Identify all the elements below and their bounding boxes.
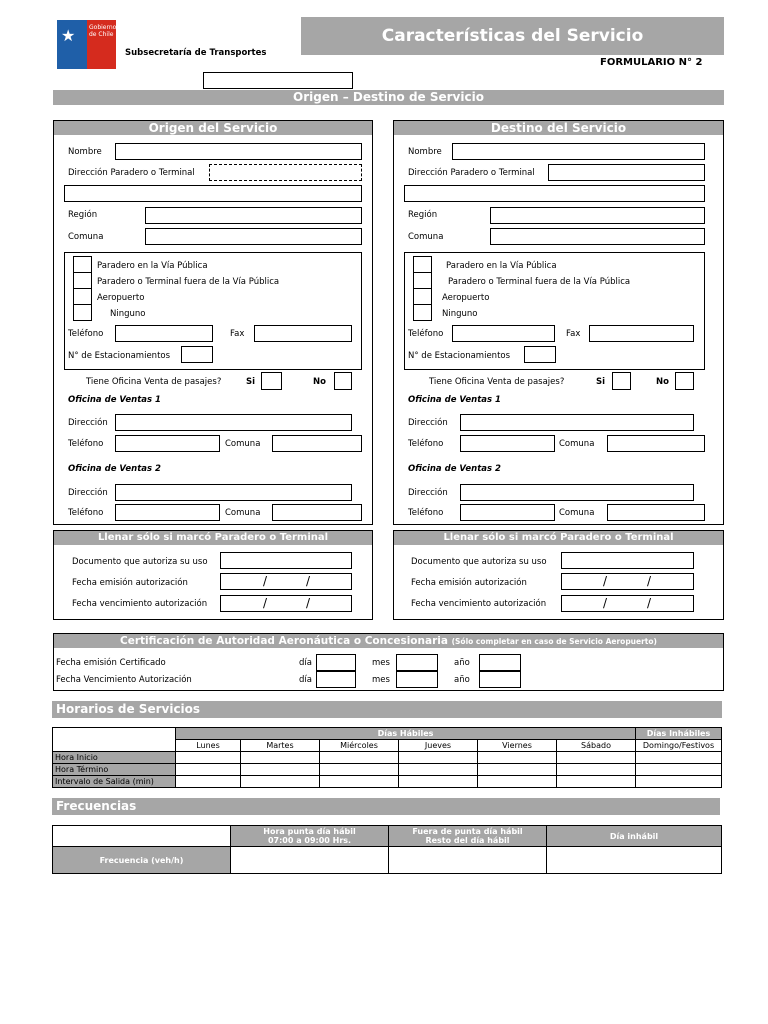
date-slash: / [306, 574, 311, 588]
llenar-origen-doc-input[interactable] [220, 552, 352, 569]
punta-header [231, 826, 389, 847]
origen-of2-com-input[interactable] [272, 504, 362, 521]
time-cell[interactable] [399, 764, 478, 776]
origen-of2-com-label: Comuna [225, 508, 261, 518]
destino-region-input[interactable] [490, 207, 705, 224]
destino-of2-com-label: Comuna [559, 508, 595, 518]
cert-row2-label: Fecha Vencimiento Autorización [56, 675, 192, 685]
row-label: Hora Inicio [53, 752, 176, 764]
corner-cell [53, 826, 231, 847]
llenar-origen-doc-label: Documento que autoriza su uso [72, 557, 208, 567]
destino-opt3-label: Aeropuerto [442, 293, 490, 303]
time-cell[interactable] [478, 764, 557, 776]
time-cell[interactable] [241, 776, 320, 788]
origen-of2-dir-input[interactable] [115, 484, 352, 501]
origen-opt3-label: Aeropuerto [97, 293, 145, 303]
frecuencias-title: Frecuencias [52, 798, 720, 815]
fuera-punta-header-line1: Fuera de punta día hábil [412, 827, 523, 836]
destino-nombre-label: Nombre [408, 147, 442, 157]
day-header: Martes [241, 740, 320, 752]
llenar-destino-doc-label: Documento que autoriza su uso [411, 557, 547, 567]
origen-telefono-input[interactable] [115, 325, 213, 342]
destino-of1-dir-input[interactable] [460, 414, 694, 431]
origen-comuna-label: Comuna [68, 232, 104, 242]
time-cell[interactable] [636, 776, 722, 788]
origen-opt1-label: Paradero en la Vía Pública [97, 261, 208, 271]
llenar-destino-emision-input[interactable] [561, 573, 694, 590]
origen-estacionamientos-label: N° de Estacionamientos [68, 351, 171, 361]
destino-opt4-label: Ninguno [442, 309, 478, 319]
destino-direccion-label: Dirección Paradero o Terminal [408, 168, 535, 178]
cert-row2-ano-input[interactable] [479, 671, 521, 688]
destino-comuna-label: Comuna [408, 232, 444, 242]
time-cell[interactable] [478, 776, 557, 788]
frecuencia-fuera-punta-cell[interactable] [389, 847, 547, 874]
date-slash: / [647, 596, 652, 610]
origen-opt2-label: Paradero o Terminal fuera de la Vía Pública [97, 277, 280, 287]
time-cell[interactable] [636, 752, 722, 764]
origen-direccion-input-2[interactable] [64, 185, 362, 202]
origen-region-label: Región [68, 210, 98, 220]
origen-direccion-label: Dirección Paradero o Terminal [68, 168, 195, 178]
origen-nombre-input[interactable] [115, 143, 362, 160]
row-label: Hora Término [53, 764, 176, 776]
origen-nombre-label: Nombre [68, 147, 102, 157]
llenar-origen-emision-input[interactable] [220, 573, 352, 590]
cert-row1-ano: año [454, 658, 470, 668]
fuera-punta-header-line2: Resto del día hábil [425, 836, 510, 845]
frecuencia-row-label: Frecuencia (veh/h) [53, 847, 231, 874]
date-slash: / [603, 574, 608, 588]
origen-oficina1-heading: Oficina de Ventas 1 [68, 395, 161, 405]
destino-of1-com-input[interactable] [607, 435, 705, 452]
destino-check-3[interactable] [413, 288, 432, 305]
horarios-title: Horarios de Servicios [52, 701, 722, 718]
logo [57, 20, 116, 69]
day-header: Viernes [478, 740, 557, 752]
destino-oficina1-heading: Oficina de Ventas 1 [408, 395, 501, 405]
time-cell[interactable] [241, 752, 320, 764]
time-cell[interactable] [176, 752, 241, 764]
origen-si-label: Si [246, 377, 256, 387]
destino-of2-tel-label: Teléfono [408, 508, 444, 518]
origen-oficina-question: Tiene Oficina Venta de pasajes? [86, 377, 222, 387]
llenar-destino-venc-label: Fecha vencimiento autorización [411, 599, 547, 609]
cert-title-bar [54, 634, 723, 648]
destino-check-2[interactable] [413, 272, 432, 289]
destino-title: Destino del Servicio [394, 121, 723, 135]
origen-no-checkbox[interactable] [334, 372, 352, 390]
destino-region-label: Región [408, 210, 438, 220]
destino-comuna-input[interactable] [490, 228, 705, 245]
destino-si-label: Si [596, 377, 606, 387]
date-slash: / [603, 596, 608, 610]
table-row [53, 776, 722, 788]
cert-note: (Sólo completar en caso de Servicio Aeropuerto) [451, 637, 657, 646]
date-slash: / [306, 596, 311, 610]
cert-title: Certificación de Autoridad Aeronáutica o Concesionaria [120, 635, 448, 647]
destino-of2-tel-input[interactable] [460, 504, 555, 521]
day-header: Jueves [399, 740, 478, 752]
time-cell[interactable] [399, 752, 478, 764]
table-row [53, 752, 722, 764]
origen-telefono-label: Teléfono [68, 329, 104, 339]
destino-of2-dir-input[interactable] [460, 484, 694, 501]
frecuencias-table [52, 825, 722, 874]
form-number: FORMULARIO N° 2 [600, 57, 703, 68]
time-cell[interactable] [241, 764, 320, 776]
time-cell[interactable] [176, 764, 241, 776]
page-title: Características del Servicio [301, 17, 724, 55]
destino-of1-tel-input[interactable] [460, 435, 555, 452]
destino-si-checkbox[interactable] [612, 372, 631, 390]
llenar-destino-emision-label: Fecha emisión autorización [411, 578, 527, 588]
dia-inhabil-header: Día inhábil [547, 826, 722, 847]
time-cell[interactable] [478, 752, 557, 764]
destino-fax-label: Fax [566, 329, 581, 339]
destino-fax-input[interactable] [589, 325, 694, 342]
cert-row1-dia-input[interactable] [316, 654, 356, 671]
origen-direccion-input[interactable] [209, 164, 362, 181]
origen-of1-dir-label: Dirección [68, 418, 108, 428]
corner-cell [53, 728, 176, 752]
logo-star-icon: ★ [61, 26, 76, 45]
origen-fax-input[interactable] [254, 325, 352, 342]
destino-of1-com-label: Comuna [559, 439, 595, 449]
origen-check-4[interactable] [73, 304, 92, 321]
origen-of2-tel-label: Teléfono [68, 508, 104, 518]
origen-check-1[interactable] [73, 256, 92, 273]
destino-of1-tel-label: Teléfono [408, 439, 444, 449]
fuera-punta-header [389, 826, 547, 847]
origen-title: Origen del Servicio [54, 121, 372, 135]
section-origen-destino: Origen – Destino de Servicio [53, 90, 724, 105]
origen-opt4-label: Ninguno [110, 309, 146, 319]
origen-check-2[interactable] [73, 272, 92, 289]
date-slash: / [263, 596, 268, 610]
origen-of1-com-input[interactable] [272, 435, 362, 452]
llenar-destino-title: Llenar sólo si marcó Paradero o Terminal [394, 531, 723, 545]
logo-text: Gobierno de Chile [89, 24, 117, 38]
destino-estacionamientos-label: N° de Estacionamientos [408, 351, 511, 361]
cert-row1-mes-input[interactable] [396, 654, 438, 671]
horarios-table [52, 727, 722, 788]
destino-opt2-label: Paradero o Terminal fuera de la Vía Pública [448, 277, 631, 287]
cert-row2-dia-input[interactable] [316, 671, 356, 688]
origen-si-checkbox[interactable] [261, 372, 282, 390]
destino-direccion-input[interactable] [548, 164, 705, 181]
destino-no-label: No [656, 377, 669, 387]
dias-inhabiles-header: Días Inhábiles [636, 728, 722, 740]
date-slash: / [263, 574, 268, 588]
frecuencia-inhabil-cell[interactable] [547, 847, 722, 874]
origen-of1-tel-label: Teléfono [68, 439, 104, 449]
destino-of2-com-input[interactable] [607, 504, 705, 521]
day-header: Lunes [176, 740, 241, 752]
destino-nombre-input[interactable] [452, 143, 705, 160]
day-header: Sábado [557, 740, 636, 752]
cert-row1-ano-input[interactable] [479, 654, 521, 671]
cert-row1-dia: día [299, 658, 312, 668]
llenar-origen-title: Llenar sólo si marcó Paradero o Terminal [54, 531, 372, 545]
dias-habiles-header: Días Hábiles [176, 728, 636, 740]
cert-row2-ano: año [454, 675, 470, 685]
llenar-destino-venc-input[interactable] [561, 595, 694, 612]
destino-estacionamientos-input[interactable] [524, 346, 556, 363]
origen-of1-com-label: Comuna [225, 439, 261, 449]
subsecretaria-label: Subsecretaría de Transportes [125, 48, 267, 58]
origen-of1-dir-input[interactable] [115, 414, 352, 431]
table-row [53, 764, 722, 776]
time-cell[interactable] [636, 764, 722, 776]
time-cell[interactable] [176, 776, 241, 788]
day-header: Domingo/Festivos [636, 740, 722, 752]
origen-estacionamientos-input[interactable] [181, 346, 213, 363]
destino-of2-dir-label: Dirección [408, 488, 448, 498]
punta-header-line1: Hora punta día hábil [263, 827, 356, 836]
destino-telefono-label: Teléfono [408, 329, 444, 339]
origen-fax-label: Fax [230, 329, 245, 339]
destino-opt1-label: Paradero en la Vía Pública [446, 261, 557, 271]
llenar-destino-doc-input[interactable] [561, 552, 694, 569]
destino-no-checkbox[interactable] [675, 372, 694, 390]
destino-check-1[interactable] [413, 256, 432, 273]
cert-row2-mes: mes [372, 675, 390, 685]
llenar-origen-venc-label: Fecha vencimiento autorización [72, 599, 208, 609]
origen-comuna-input[interactable] [145, 228, 362, 245]
origen-oficina2-heading: Oficina de Ventas 2 [68, 464, 161, 474]
origen-no-label: No [313, 377, 326, 387]
destino-oficina2-heading: Oficina de Ventas 2 [408, 464, 501, 474]
row-label: Intervalo de Salida (min) [53, 776, 176, 788]
time-cell[interactable] [320, 764, 399, 776]
cert-row1-label: Fecha emisión Certificado [56, 658, 166, 668]
origen-region-input[interactable] [145, 207, 362, 224]
origen-of2-dir-label: Dirección [68, 488, 108, 498]
frecuencia-punta-cell[interactable] [231, 847, 389, 874]
origen-of2-tel-input[interactable] [115, 504, 220, 521]
llenar-origen-emision-label: Fecha emisión autorización [72, 578, 188, 588]
time-cell[interactable] [557, 764, 636, 776]
form-id-field[interactable] [203, 72, 353, 89]
origen-check-3[interactable] [73, 288, 92, 305]
destino-check-4[interactable] [413, 304, 432, 321]
time-cell[interactable] [557, 776, 636, 788]
date-slash: / [647, 574, 652, 588]
time-cell[interactable] [399, 776, 478, 788]
origen-of1-tel-input[interactable] [115, 435, 220, 452]
cert-row1-mes: mes [372, 658, 390, 668]
destino-telefono-input[interactable] [452, 325, 555, 342]
day-header: Miércoles [320, 740, 399, 752]
destino-direccion-input-2[interactable] [404, 185, 705, 202]
punta-header-line2: 07:00 a 09:00 Hrs. [267, 836, 352, 845]
destino-oficina-question: Tiene Oficina Venta de pasajes? [429, 377, 565, 387]
cert-row2-dia: día [299, 675, 312, 685]
destino-of1-dir-label: Dirección [408, 418, 448, 428]
cert-row2-mes-input[interactable] [396, 671, 438, 688]
time-cell[interactable] [320, 776, 399, 788]
time-cell[interactable] [557, 752, 636, 764]
time-cell[interactable] [320, 752, 399, 764]
llenar-origen-venc-input[interactable] [220, 595, 352, 612]
